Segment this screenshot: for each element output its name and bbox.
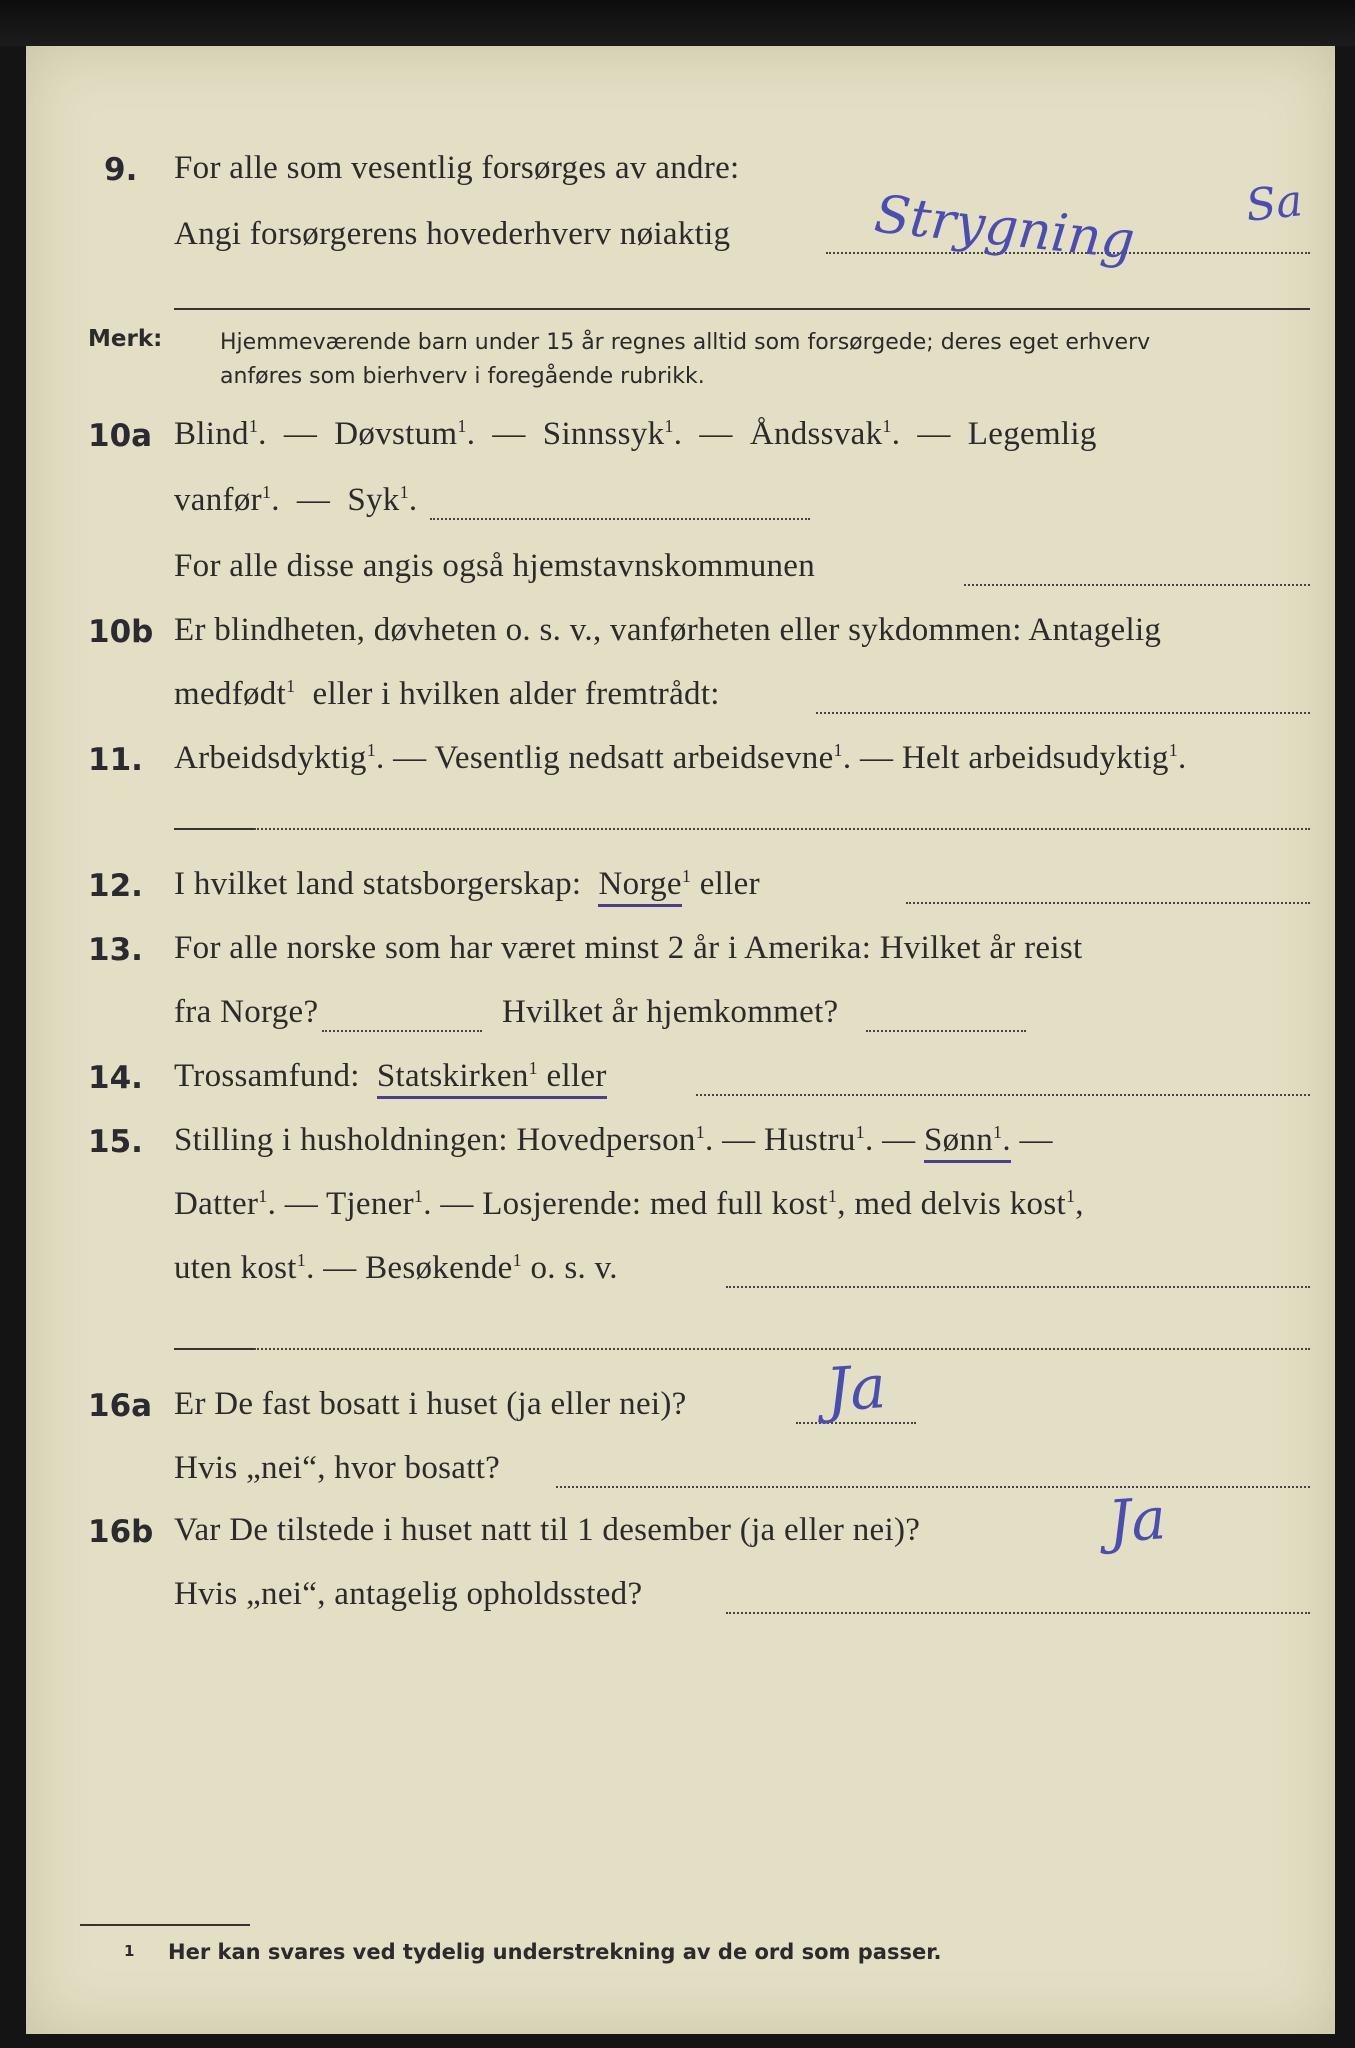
q15-datter: Datter (174, 1186, 259, 1222)
q12-eller: eller (699, 866, 760, 902)
q16a-number: 16a (88, 1388, 153, 1424)
q14-answer-line (696, 1094, 1310, 1096)
q9-handwritten-answer: Strygning (871, 184, 1138, 272)
q16a-line1: Er De fast bosatt i huset (ja eller nei)? (174, 1386, 687, 1422)
q15-losjerende: Losjerende: med full kost (482, 1186, 828, 1222)
q12-number: 12. (88, 868, 143, 904)
q15-tjener: Tjener (325, 1186, 414, 1222)
q9-line2: Angi forsørgerens hovederhverv nøiaktig (174, 216, 731, 252)
q15-uten-kost: uten kost (174, 1250, 297, 1286)
q10a-dovstum: Døvstum (334, 416, 458, 452)
q13-number: 13. (88, 932, 143, 968)
q11-arbeidsdyktig: Arbeidsdyktig (174, 740, 367, 776)
q10b-line2-rest: eller i hvilken alder fremtrådt: (312, 676, 720, 712)
q10a-number: 10a (88, 418, 153, 454)
q15-delvis: med delvis kost (854, 1186, 1066, 1222)
merk-label: Merk: (88, 326, 163, 352)
merk-line2: anføres som bierhverv i foregående rubrikk. (220, 364, 705, 389)
census-form-page (26, 46, 1335, 2034)
q14-statskirken-underlined: Statskirken$^1$ eller (377, 1058, 607, 1099)
q11-line: Arbeidsdyktig$^1$. — Vesentlig nedsatt arbeidsevne$^1$. — Helt arbeidsudyktig$^1$. (174, 740, 1187, 776)
q10a-andssvak: Åndssvak (749, 416, 883, 452)
q16b-handwritten-answer: Ja (1105, 1484, 1169, 1556)
q10a-vanfor: vanfør (174, 482, 262, 518)
q16a-handwritten-answer: Ja (823, 1351, 889, 1427)
q13-fra: fra Norge? (174, 994, 319, 1030)
q11-number: 11. (88, 742, 143, 778)
q15-hustru: Hustru (764, 1122, 856, 1158)
q11-answer-line (254, 828, 1310, 830)
q15-besokende: Besøkende (365, 1250, 513, 1286)
q9-separator (174, 308, 1310, 310)
q15-lead: Stilling i husholdningen: (174, 1122, 508, 1158)
q13-line1: For alle norske som har været minst 2 år i Amerika: Hvilket år reist (174, 930, 1083, 966)
q10b-line2: medfødt$^1$ eller i hvilken alder fremtrådt: (174, 676, 720, 712)
merk-line1: Hjemmeværende barn under 15 år regnes alltid som forsørgede; deres eget erhverv (220, 330, 1151, 355)
q10a-blind: Blind (174, 416, 249, 452)
q10b-line1: Er blindheten, døvheten o. s. v., vanførheten eller sykdommen: Antagelig (174, 612, 1162, 648)
q15-short-rule (174, 1348, 254, 1350)
q16a-line2: Hvis „nei“, hvor bosatt? (174, 1450, 501, 1486)
q15-line3: uten kost$^1$. — Besøkende$^1$ o. s. v. (174, 1250, 618, 1286)
q10b-answer-line (816, 712, 1310, 714)
q11-udyktig: Helt arbeidsudyktig (901, 740, 1169, 776)
q16b-line1: Var De tilstede i huset natt til 1 desember (ja eller nei)? (174, 1512, 921, 1548)
q16a-bosatt-line (556, 1486, 1310, 1488)
q10a-legemlig: Legemlig (967, 416, 1097, 452)
q9-handwritten-extra: Sa (1243, 175, 1305, 232)
q9-number: 9. (104, 152, 138, 188)
q16b-number: 16b (88, 1514, 154, 1550)
q15-line1: Stilling i husholdningen: Hovedperson$^1$. — Hustru$^1$. — Sønn$^1$. — (174, 1122, 1053, 1159)
q13-hjem: Hvilket år hjemkommet? (502, 994, 839, 1030)
q15-line2: Datter$^1$. — Tjener$^1$. — Losjerende: med full kost$^1$, med delvis kost$^1$, (174, 1186, 1084, 1222)
q10a-syk-line (430, 518, 810, 520)
q15-sonn-underlined: Sønn$^1$. (924, 1122, 1011, 1163)
q14-text: Trossamfund: (174, 1058, 360, 1094)
q16b-line2: Hvis „nei“, antagelig opholdssted? (174, 1576, 643, 1612)
q14-line (174, 1058, 607, 1095)
q12-norge-underlined: Norge (598, 866, 681, 907)
footnote-text: Her kan svares ved tydelig understrekning av de ord som passer. (168, 1940, 942, 1964)
q16b-opholdssted-line (726, 1612, 1310, 1614)
q10b-number: 10b (88, 614, 154, 650)
q11-short-rule (174, 828, 254, 830)
q15-hovedperson: Hovedperson (516, 1122, 696, 1158)
q10a-syk: Syk (347, 482, 400, 518)
q10a-line2: vanfør$^1$. — Syk$^1$. (174, 482, 418, 518)
q15-answer-line2 (254, 1348, 1310, 1350)
q15-osv: o. s. v. (530, 1250, 618, 1286)
q10a-line1: Blind$^1$. — Døvstum$^1$. — Sinnssyk$^1$. — Åndssvak$^1$. — Legemlig (174, 416, 1097, 452)
q10a-line3: For alle disse angis også hjemstavnskommunen (174, 548, 816, 584)
footnote-mark: 1 (124, 1942, 135, 1960)
q13-hjem-line (866, 1030, 1026, 1032)
scan-top-edge (0, 0, 1355, 46)
q14-number: 14. (88, 1060, 143, 1096)
q12-line: I hvilket land statsborgerskap: Norge$^1$ eller (174, 866, 760, 903)
q12-answer-line (906, 902, 1310, 904)
q13-fra-line (322, 1030, 482, 1032)
q10a-kommune-line (964, 584, 1310, 586)
q10b-medfodt: medfødt (174, 676, 287, 712)
q15-answer-line (726, 1286, 1310, 1288)
q15-number: 15. (88, 1124, 143, 1160)
q11-nedsatt: Vesentlig nedsatt arbeidsevne (434, 740, 834, 776)
q10a-sinnssyk: Sinnssyk (542, 416, 665, 452)
q12-text: I hvilket land statsborgerskap: (174, 866, 582, 902)
q9-line1: For alle som vesentlig forsørges av andre: (174, 150, 740, 186)
footnote-rule (80, 1924, 250, 1926)
